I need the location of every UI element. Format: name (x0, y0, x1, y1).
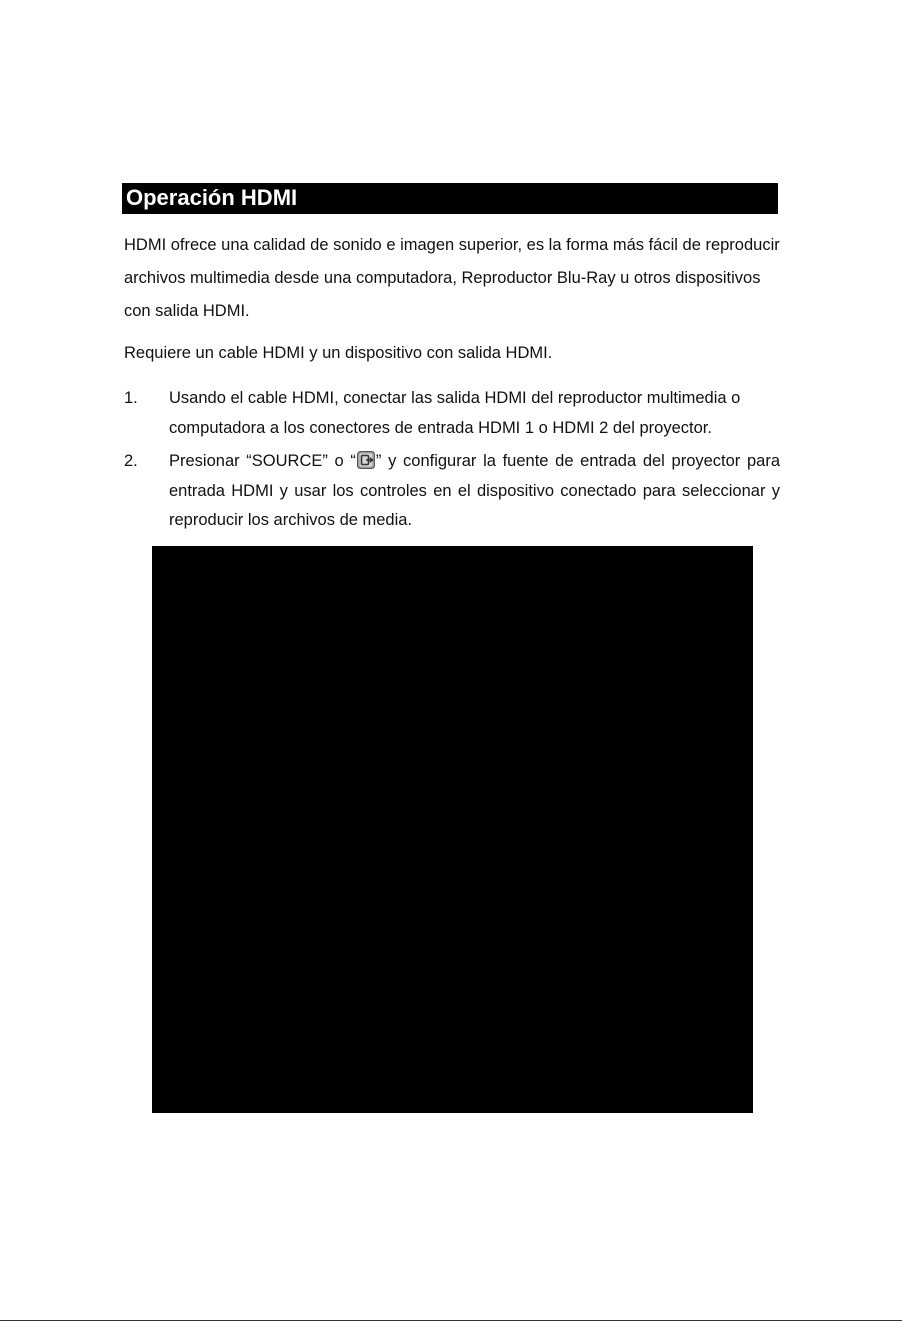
step-text-after-icon: ” y configurar la fuente de entrada del proyector para entrada HDMI y usar los controles en el dispositivo conectado para seleccionar y reproducir los archivos de media. (169, 452, 781, 529)
footer-divider (0, 1320, 902, 1321)
intro-paragraph: HDMI ofrece una calidad de sonido e imagen superior, es la forma más fácil de reproducir archivos multimedia desde una computadora, Reproductor Blu-Ray u otros dispositivos con salida HDMI. (124, 236, 780, 320)
requirement-paragraph: Requiere un cable HDMI y un dispositivo con salida HDMI. (124, 344, 553, 362)
step-number: 2. (124, 452, 138, 470)
step-item (124, 447, 780, 536)
step-item (124, 384, 780, 443)
source-input-icon (357, 451, 375, 469)
step-text-before-icon: Presionar “SOURCE” o “ (169, 452, 356, 470)
step-number: 1. (124, 389, 138, 407)
section-header (122, 183, 778, 214)
steps-list (124, 384, 780, 540)
step-text (169, 447, 780, 536)
hdmi-connection-image (152, 546, 753, 1113)
section-title: Operación HDMI (126, 185, 298, 210)
step-text: Usando el cable HDMI, conectar las salida HDMI del reproductor multimedia o computadora a los conectores de entrada HDMI 1 o HDMI 2 del proyector. (169, 389, 741, 437)
